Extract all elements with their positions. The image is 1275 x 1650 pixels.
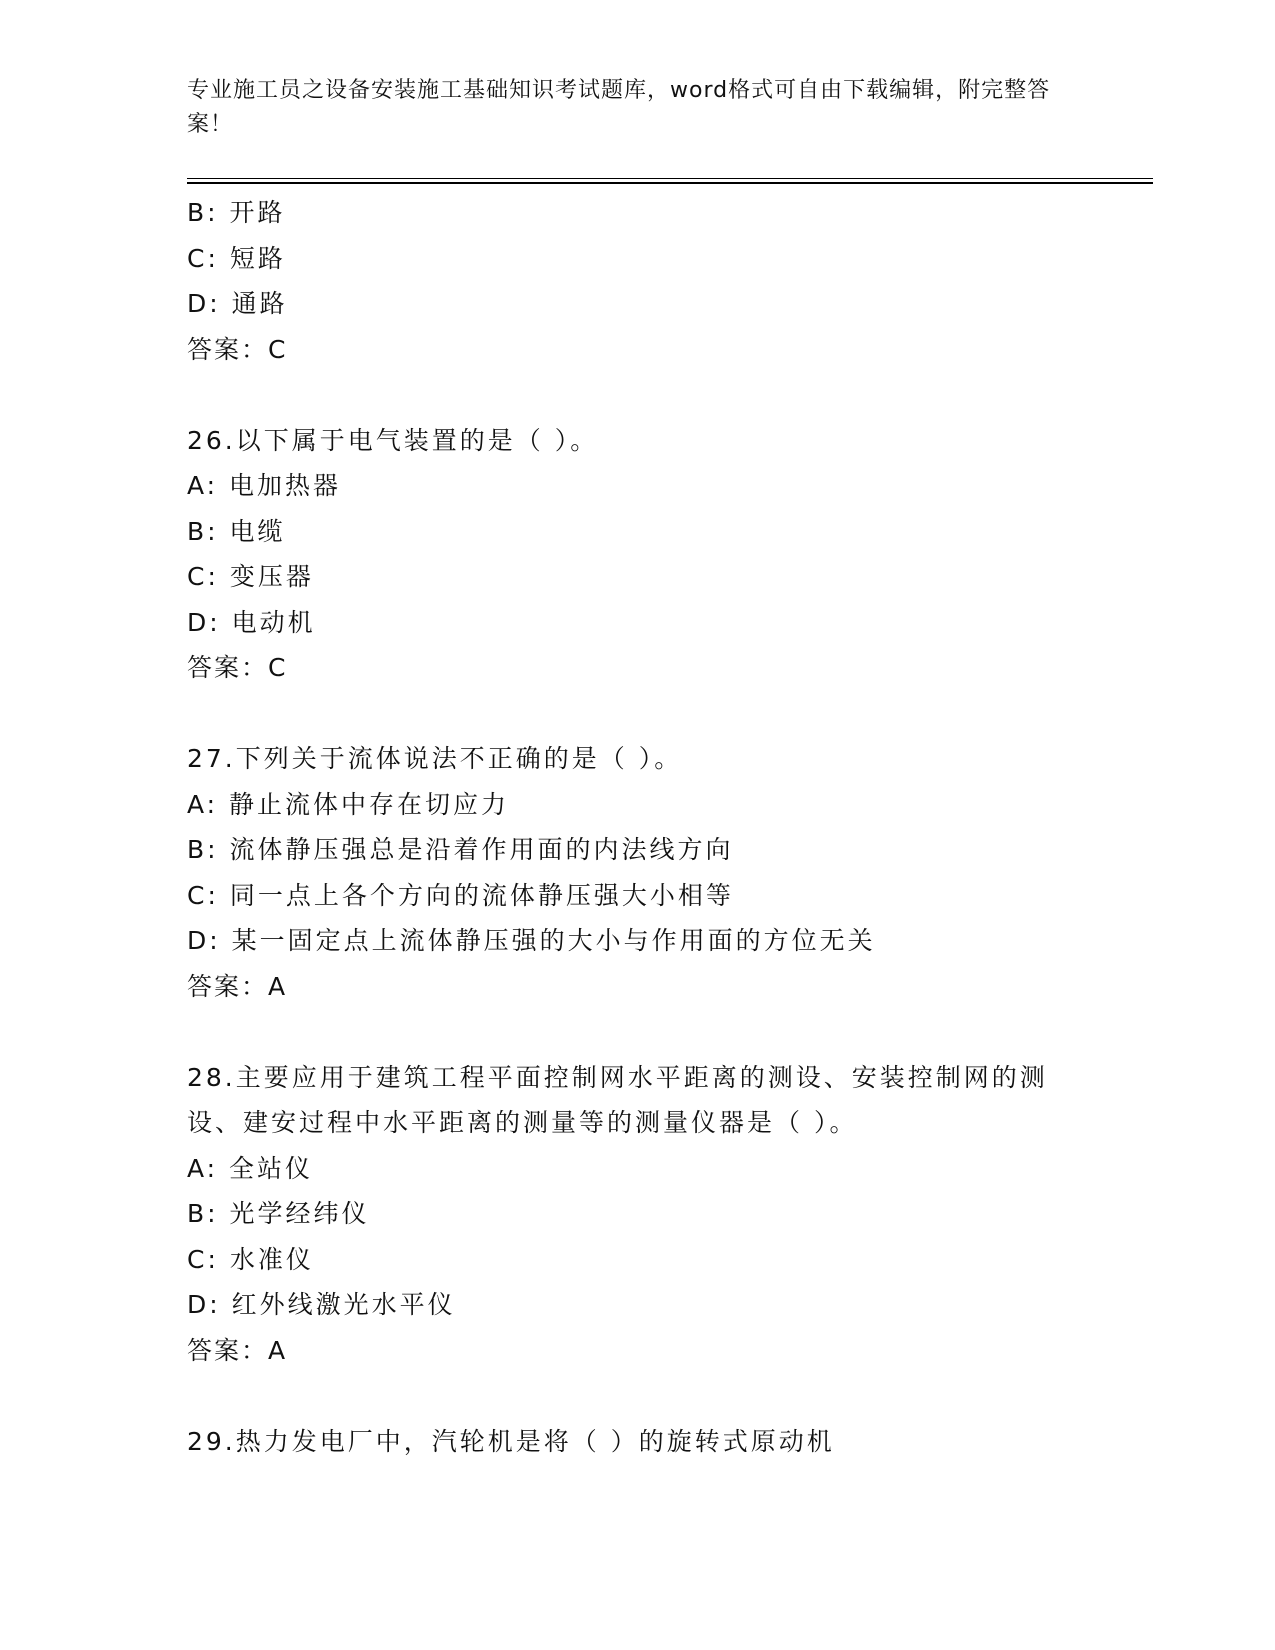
option-c: C: 水准仪 — [187, 1244, 314, 1274]
option-b: B: 流体静压强总是沿着作用面的内法线方向 — [187, 835, 734, 864]
option-b: B: 光学经纬仪 — [187, 1199, 370, 1228]
option-a: A: 全站仪 — [187, 1153, 314, 1183]
option-b: B: 开路 — [187, 198, 286, 227]
option-c: C: 同一点上各个方向的流体静压强大小相等 — [187, 880, 734, 910]
option-a: A: 电加热器 — [187, 471, 342, 500]
question-stem: 27.下列关于流体说法不正确的是（ ）。 — [187, 744, 683, 773]
answer: 答案：A — [187, 971, 288, 1001]
answer: 答案：C — [187, 653, 288, 682]
option-d: D: 某一固定点上流体静压强的大小与作用面的方位无关 — [187, 926, 876, 955]
question-stem: 26.以下属于电气装置的是（ ）。 — [187, 425, 599, 455]
option-d: D: 通路 — [187, 289, 288, 318]
question-stem: 29.热力发电厂中，汽轮机是将（ ）的旋转式原动机 — [187, 1426, 835, 1456]
answer: 答案：C — [187, 334, 288, 364]
header-rule-thick — [187, 182, 1153, 184]
header-rule-thin — [187, 178, 1153, 179]
option-a: A: 静止流体中存在切应力 — [187, 789, 510, 819]
option-c: C: 短路 — [187, 243, 286, 273]
document-header: 专业施工员之设备安装施工基础知识考试题库，word格式可自由下载编辑，附完整答案！ — [187, 78, 1051, 137]
question-stem-line-1: 28.主要应用于建筑工程平面控制网水平距离的测设、安装控制网的测 — [187, 1062, 1048, 1092]
option-c: C: 变压器 — [187, 562, 314, 591]
option-d: D: 电动机 — [187, 607, 316, 637]
option-d: D: 红外线激光水平仪 — [187, 1290, 456, 1319]
question-list — [187, 190, 1087, 1464]
question-stem-line-2: 设、建安过程中水平距离的测量等的测量仪器是（ ）。 — [187, 1108, 858, 1137]
option-b: B: 电缆 — [187, 516, 286, 546]
answer: 答案：A — [187, 1335, 288, 1365]
